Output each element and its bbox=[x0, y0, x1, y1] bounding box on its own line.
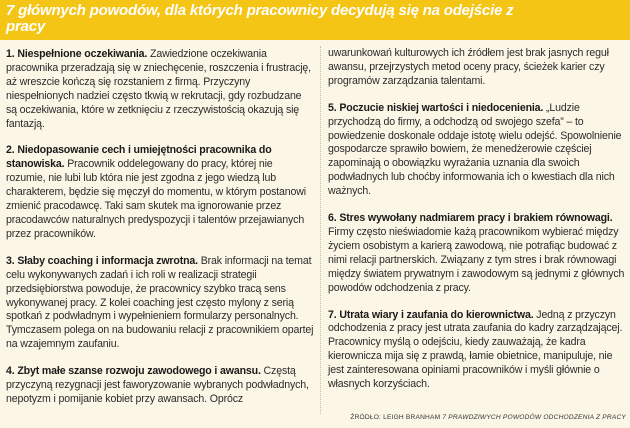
reason-6 bbox=[328, 212, 626, 295]
reason-text: Firmy często nieświadomie każą pracownikom wybierać między życiem osobistym a karierą zawodową, nie potrafiąc budować z nimi relacji partnerskich. Związany z tym stres i brak równowagi między światem prywatnym i zawodowym są jednymi z głównych powodów odchodzenia z pracy. bbox=[328, 225, 625, 294]
reason-heading: 7. Utrata wiary i zaufania do kierownictwa. bbox=[328, 308, 534, 321]
left-column bbox=[6, 48, 314, 420]
page-title: 7 głównych powodów, dla których pracownicy decydują się na odejście z pracy bbox=[6, 2, 514, 35]
source-book-title: 7 PRAWDZIWYCH POWODÓW ODCHODZENIA Z PRACY bbox=[442, 414, 626, 421]
reason-2 bbox=[6, 144, 314, 241]
reason-4-continued bbox=[328, 47, 626, 89]
reason-heading: 1. Niespełnione oczekiwania. bbox=[6, 48, 148, 60]
reason-3 bbox=[6, 255, 314, 352]
reason-text: Pracownik oddelegowany do pracy, której nie rozumie, nie lubi lub która nie jest zgodna z jego wiedzą lub charakterem, będzie się męczył do momentu, w którym postanowi zmienić pracodawcę. Taki sam skutek ma ignorowanie przez pracodawców naturalnych predyspozycji i talentów przejawianych przez pracowników. bbox=[6, 158, 306, 240]
reason-heading: 5. Poczucie niskiej wartości i niedocenienia. bbox=[328, 101, 544, 114]
reason-text: uwarunkowań kulturowych ich źródłem jest brak jasnych reguł awansu, przejrzystych metod oceny pracy, ścieżek karier czy programów zarządzania talentami. bbox=[328, 47, 609, 87]
reason-7 bbox=[328, 309, 626, 392]
source-credit bbox=[350, 414, 626, 421]
reason-text: „Ludzie przychodzą do firmy, a odchodzą od swojego szefa” – to powiedzenie doskonale oddaje istotę wielu odejść. Spowolnienie gospodarcze sprawiło bowiem, że menedżerowie częściej zapominają o obowiązku wyrażania uznania dla swoich podwładnych lub choćby informowania ich o kwestiach dla nich ważnych. bbox=[328, 101, 622, 198]
reason-heading: 4. Zbyt małe szanse rozwoju zawodowego i awansu. bbox=[6, 365, 261, 378]
reason-4 bbox=[6, 365, 314, 407]
reason-text: Brak informacji na temat celu wykonywanych zadań i ich roli w realizacji strategii przedsiębiorstwa powoduje, że pracownicy szybko tracą sens wykonywanej pracy. Z kolei coaching jest często mylony z serią spotkań z podwładnym i wypełnieniem formularzy personalnych. Tymczasem polega on na budowaniu relacji z pracownikiem opartej na wzajemnym zaufaniu. bbox=[6, 254, 314, 351]
reason-text: Częstą przyczyną rezygnacji jest faworyzowanie wybranych podwładnych, nepotyzm i pomijanie kobiet przy awansach. Oprócz bbox=[6, 365, 309, 405]
reason-heading: 3. Słaby coaching i informacja zwrotna. bbox=[6, 254, 198, 267]
source-label: ŹRÓDŁO: LEIGH BRANHAM bbox=[350, 414, 443, 421]
header-band bbox=[0, 0, 630, 40]
reason-5 bbox=[328, 102, 626, 199]
reason-1 bbox=[6, 48, 314, 131]
column-divider bbox=[320, 46, 322, 414]
reason-text: Zawiedzione oczekiwania pracownika przeradzają się w zniechęcenie, roszczenia i frustrację, aż wreszcie kończą się rozstaniem z firmą. Przyczyny niespełnionych nadziei często tkwią w rekrutacji, gdy rozbudzane są oczekiwania, które w zetknięciu z rzeczywistością okazują się fantazją. bbox=[6, 48, 311, 130]
reason-text: Jedną z przyczyn odchodzenia z pracy jest utrata zaufania do kadry zarządzającej. Pracownicy myślą o odejściu, kiedy zauważają, że kadra kierownicza mija się z prawdą, łamie obietnice, manipuluje, nie jest zainteresowana opiniami pracowników i myśli głównie o własnych korzyściach. bbox=[328, 308, 623, 391]
reason-heading: 2. Niedopasowanie cech i umiejętności pracownika do stanowiska. bbox=[6, 144, 272, 171]
reason-heading: 6. Stres wywołany nadmiarem pracy i brakiem równowagi. bbox=[328, 212, 613, 225]
right-column bbox=[328, 47, 626, 405]
